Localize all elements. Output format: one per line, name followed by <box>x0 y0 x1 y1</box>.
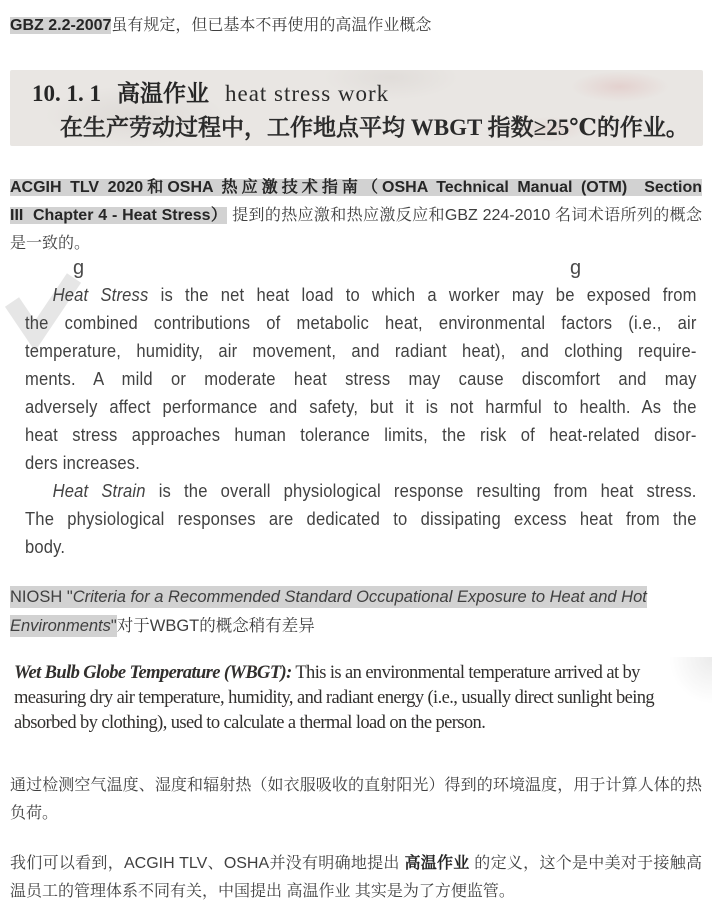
intro-text: 虽有规定，但已基本不再使用的高温作业概念 <box>111 17 432 34</box>
wbgt-definition-scan-image <box>10 657 712 746</box>
intro-paragraph <box>10 12 702 40</box>
gbz-standard-ref: GBZ 2.2-2007 <box>10 17 112 34</box>
acgih-osha-text: 提到的热应激和热应激反应和GBZ 224-2010 名词术语所列的概念是一致的。 <box>10 207 702 252</box>
scan-text-line: the combined contributions of metabolic heat, environmental factors (i.e., air <box>25 313 697 333</box>
scan-text-line: adversely affect performance and safety, but it is not harmful to health. As the <box>25 397 697 417</box>
conclusion-paragraph <box>10 850 702 906</box>
clipped-glyph: g <box>570 257 582 279</box>
scan-text-line: temperature, humidity, air movement, and radiant heat), and clothing require- <box>25 341 697 361</box>
wbgt-translation-paragraph: 通过检测空气温度、湿度和辐射热（如衣服吸收的直射阳光）得到的环境温度，用于计算人体的热负荷。 <box>10 777 702 822</box>
niosh-paragraph <box>10 583 702 641</box>
scan-definition-line: 在生产劳动过程中，工作地点平均 WBGT 指数≥25℃的作业。 <box>60 115 689 140</box>
scan-text: is the overall physiological response resulting from heat stress. <box>145 481 697 501</box>
clipped-glyph: g <box>73 257 85 279</box>
niosh-ref-closequote: " <box>110 617 117 635</box>
term-cn: 高温作业 <box>117 81 209 106</box>
scan-text-line: ders increases. <box>25 453 141 473</box>
conclusion-text-1: 我们可以看到，ACGIH TLV、OSHA并没有明确地提出 <box>10 855 405 872</box>
wbgt-text: This is an environmental temperature arrived at by measuring dry air temperature, humidity, and radiant energy (i.e., usually direct sunlight being absorbed by clothing), used to calculate a thermal load on the person. <box>14 663 655 733</box>
scan-corner-shade <box>670 657 712 703</box>
acgih-osha-paragraph <box>10 174 702 258</box>
term-en: heat stress work <box>225 81 390 106</box>
wbgt-term: Wet Bulb Globe Temperature (WBGT): <box>14 663 292 683</box>
scan-text: is the net heat load to which a worker may be exposed from <box>148 285 697 305</box>
acgih-osha-ref: ACGIH TLV 2020和OSHA 热应激技术指南（OSHA Technical Manual (OTM) Section III Chapter 4 - Heat Stress） <box>10 179 702 224</box>
gbz-definition-scan-image <box>10 70 703 146</box>
scan-text-line <box>25 477 697 505</box>
niosh-document-title: Criteria for a Recommended Standard Occupational Exposure to Heat and Hot Environments <box>10 588 647 635</box>
scan-text-line <box>25 281 697 309</box>
conclusion-text-2: 的定义，这个是中美对于接触高温员工的管理体系不同有关，中国提出 高温作业 其实是为了方便监管。 <box>10 855 702 900</box>
wbgt-definition-text <box>14 661 714 736</box>
niosh-ref-prefix: NIOSH " <box>10 588 73 606</box>
clipped-text-line <box>25 257 702 281</box>
scan-heading-line <box>10 77 703 111</box>
heat-stress-text <box>25 281 697 561</box>
scan-text-line: heat stress approaches human tolerance limits, the risk of heat-related disor- <box>25 425 697 445</box>
heat-stress-scan-image <box>10 257 702 561</box>
scan-text-line: body. <box>25 537 66 557</box>
clause-number: 10. 1. 1 <box>32 81 101 106</box>
scan-text-line: The physiological responses are dedicated to dissipating excess heat from the <box>25 509 697 529</box>
heat-stress-term: Heat Stress <box>52 285 149 305</box>
heat-strain-term: Heat Strain <box>52 481 146 501</box>
niosh-text: 对于WBGT的概念稍有差异 <box>116 617 315 635</box>
scan-text-line: ments. A mild or moderate heat stress may cause discomfort and may <box>25 369 697 389</box>
high-temp-work-term: 高温作业 <box>404 855 470 872</box>
